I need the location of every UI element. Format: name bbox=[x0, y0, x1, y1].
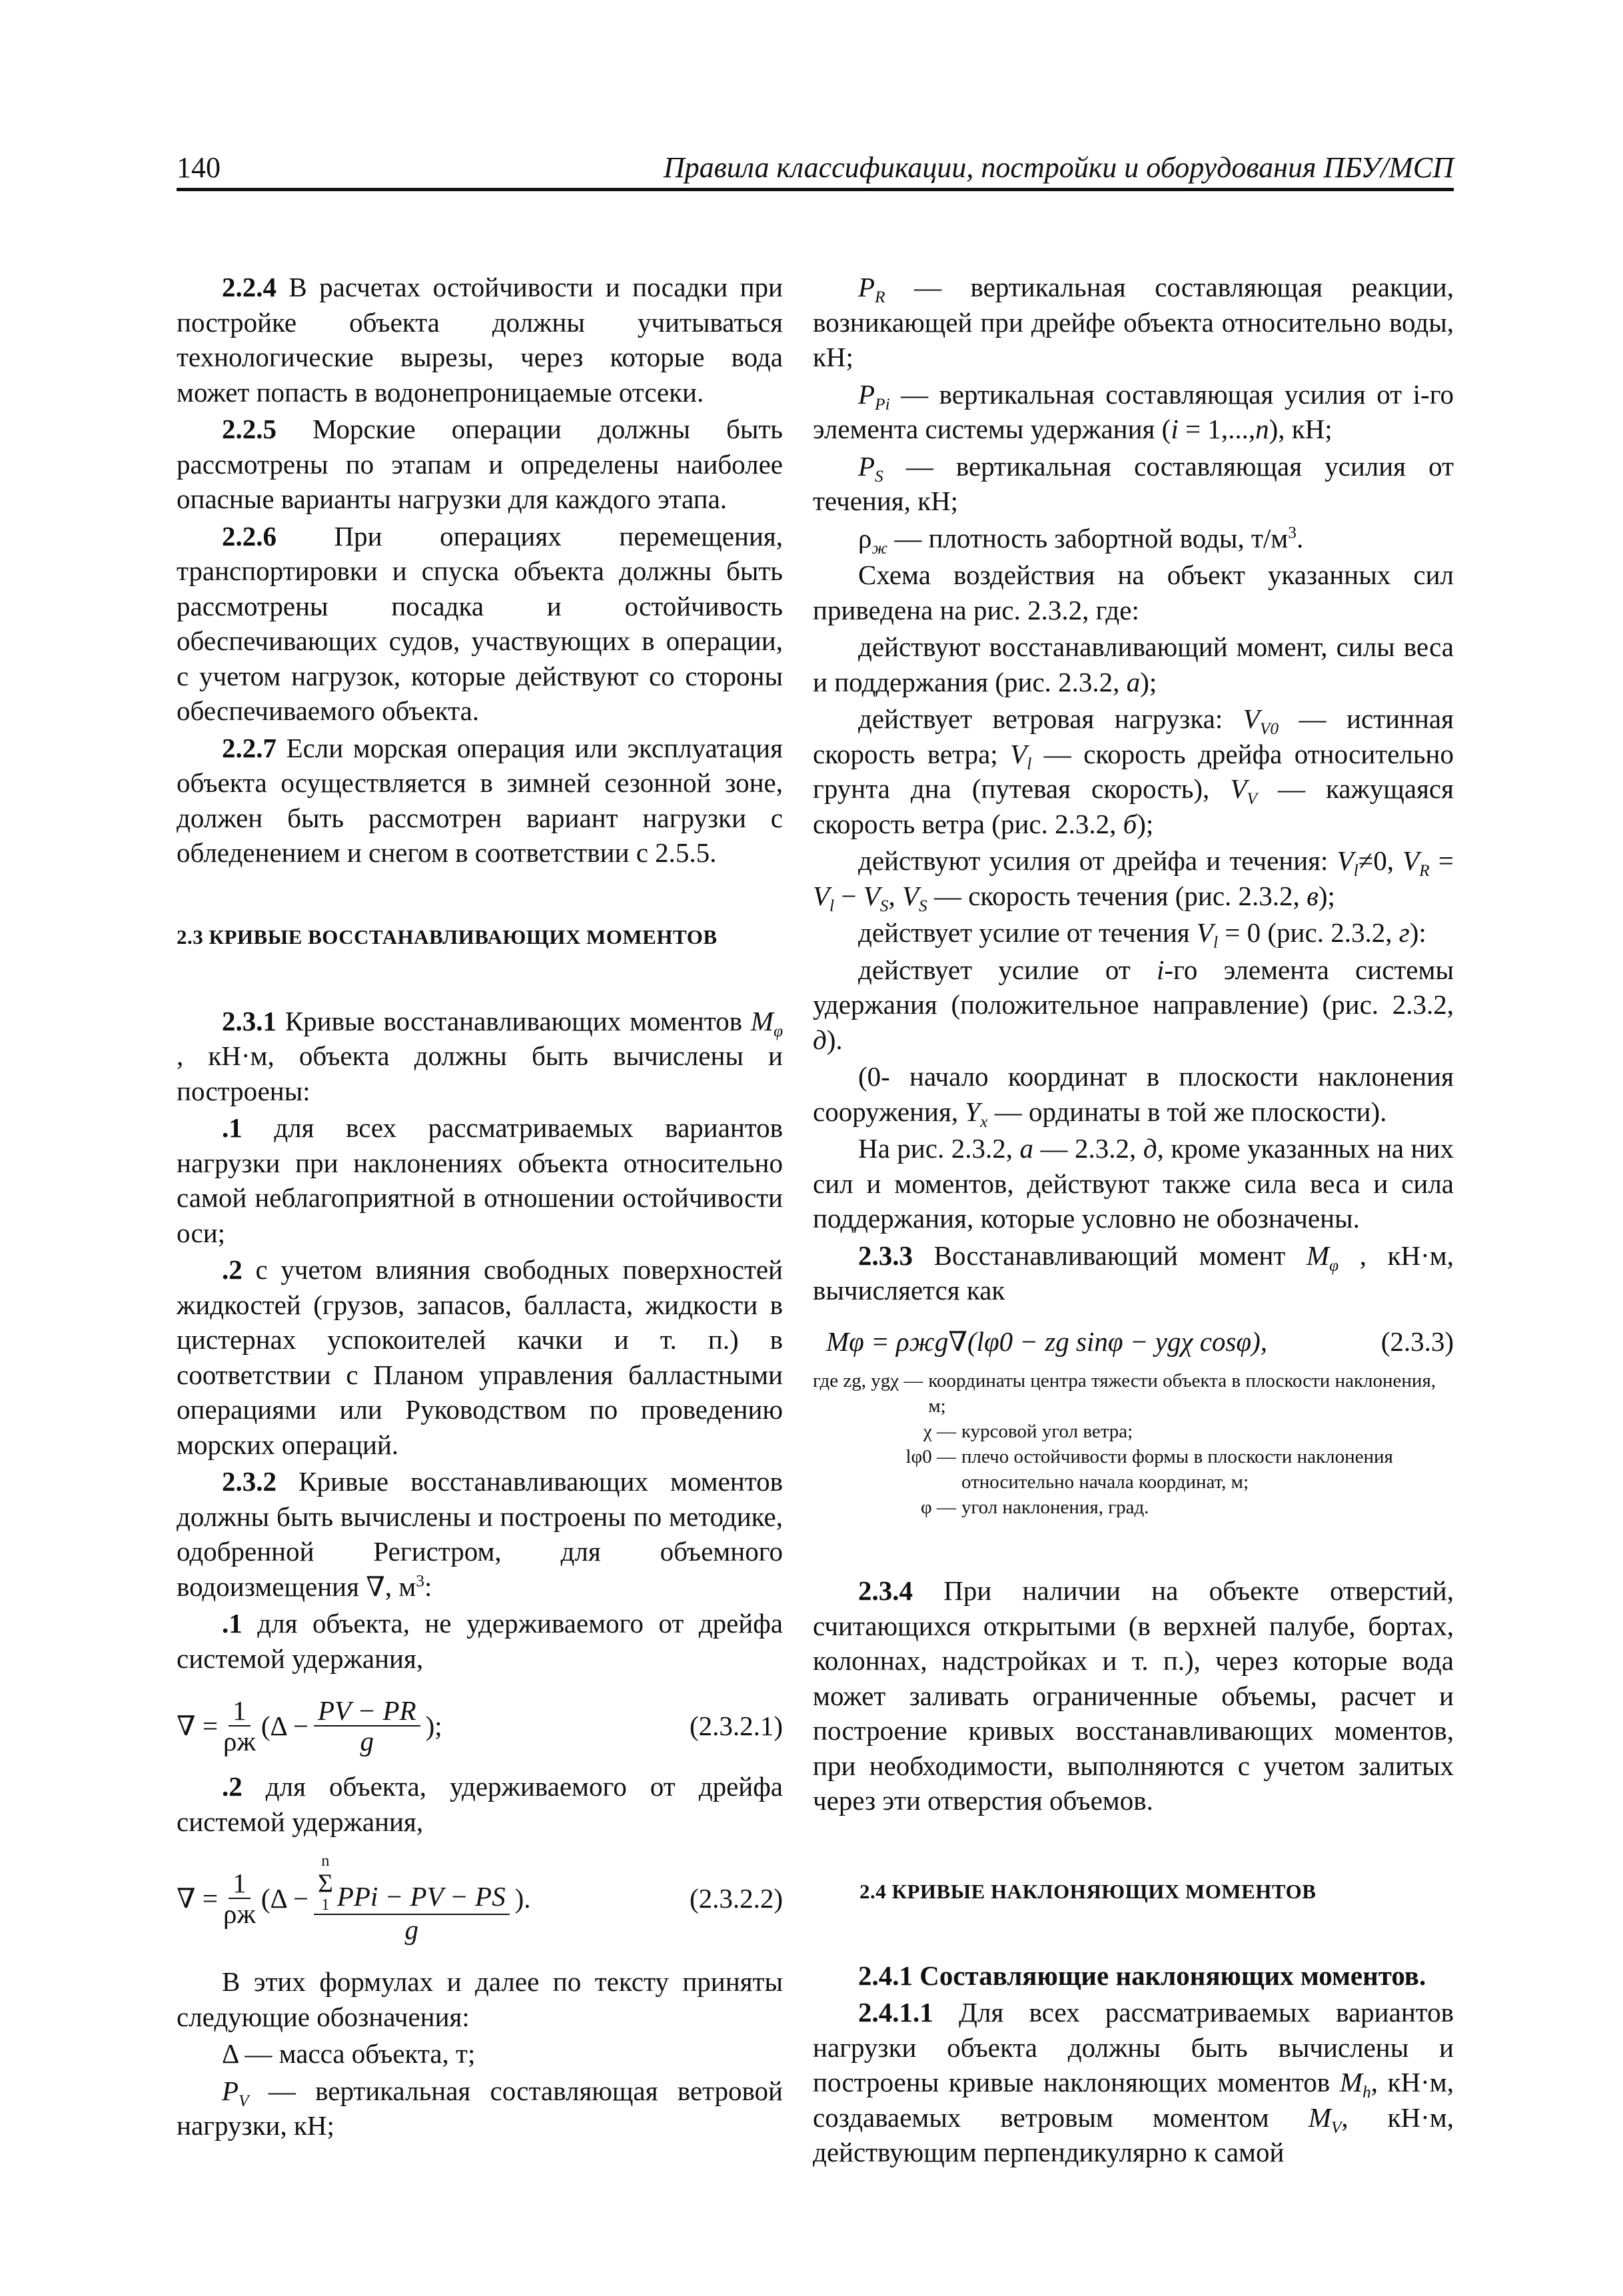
text-run: M bbox=[1308, 2102, 1331, 2133]
text-run: При наличии на объекте отверстий, считающихся открытыми (в верхней палубе, бортах, колоннах, надстройках и т. п.), через которые вода может заливать ограниченные объемы, расчет и построение кривых восстанавливающих моментов, при необходимости, выполняются с учетом залитых через эти отверстия объемов. bbox=[813, 1575, 1454, 1816]
text-run: Y bbox=[965, 1096, 981, 1127]
equation-number: (2.3.2.2) bbox=[689, 1882, 783, 1914]
clause-number: 2.3.3 bbox=[858, 1240, 913, 1271]
fraction-density bbox=[223, 1696, 256, 1756]
numerator: 1 bbox=[229, 1696, 251, 1726]
text-run: V bbox=[1247, 789, 1257, 809]
text-run: l bbox=[1213, 933, 1219, 953]
paragraph-2-3-2-2 bbox=[177, 1769, 783, 1839]
paragraph bbox=[177, 2036, 783, 2072]
legend-key: φ — bbox=[921, 1497, 956, 1518]
text-run: ); bbox=[1137, 808, 1154, 839]
section-2-2-paragraphs bbox=[177, 270, 783, 871]
formula-open: (Δ − bbox=[261, 1882, 308, 1914]
clause-number: .1 bbox=[222, 1608, 243, 1639]
text-run: , кН·м, создаваемых ветровым моментом bbox=[813, 2067, 1454, 2133]
legend-row bbox=[813, 1419, 1454, 1444]
paragraph bbox=[177, 1004, 783, 1109]
text-run: д bbox=[813, 1024, 827, 1055]
paragraph bbox=[813, 377, 1454, 447]
text-run: — ординаты в той же плоскости). bbox=[987, 1096, 1387, 1127]
text-run: действует ветровая нагрузка: bbox=[858, 703, 1243, 734]
text-run: Δ — масса объекта, т; bbox=[222, 2038, 476, 2069]
clause-number: 2.2.5 bbox=[222, 414, 276, 444]
paragraph bbox=[813, 1573, 1454, 1818]
text-run: , кН·м, вычисляется как bbox=[813, 1240, 1454, 1306]
text-run: ). bbox=[826, 1024, 843, 1055]
text-run: = 1,..., bbox=[1178, 414, 1256, 444]
text-run: V bbox=[1230, 773, 1247, 804]
clause-number: 2.3.4 bbox=[858, 1575, 913, 1606]
text-run: V bbox=[1243, 703, 1260, 734]
clause-number: 2.3.1 bbox=[222, 1005, 276, 1036]
clause-number: 2.4.1 Составляющие наклоняющих моментов. bbox=[858, 1960, 1426, 1991]
text-run: V bbox=[1402, 845, 1420, 876]
text-run: (0- начало координат в плоскости наклонения сооружения, bbox=[813, 1061, 1454, 1127]
text-run: — плотность забортной воды, т/м bbox=[887, 522, 1289, 554]
paragraph bbox=[177, 1606, 783, 1676]
text-run: — вертикальная составляющая ветровой нагрузки, кН; bbox=[177, 2075, 783, 2141]
notation-definitions bbox=[813, 270, 1454, 1308]
paragraph bbox=[177, 2074, 783, 2143]
text-run: , кН·м, действующим перпендикулярно к самой bbox=[813, 2102, 1454, 2167]
section-2-4-1-paragraphs bbox=[813, 1958, 1454, 2170]
paragraph bbox=[813, 449, 1454, 519]
text-run: R bbox=[875, 288, 885, 307]
text-run: Кривые восстанавливающих моментов должны быть вычислены и построены по методике, одобренной Регистром, для объемного водоизмещения ∇, м bbox=[177, 1466, 783, 1602]
numerator: 1 bbox=[229, 1868, 251, 1899]
text-run: действует усилие от течения bbox=[858, 917, 1197, 948]
text-run: S bbox=[879, 896, 889, 915]
paragraph bbox=[177, 731, 783, 871]
legend-row bbox=[813, 1444, 1454, 1495]
paragraph bbox=[813, 558, 1454, 627]
text-run: : bbox=[424, 1571, 432, 1602]
numerator: PV − PR bbox=[314, 1696, 420, 1726]
text-run: с учетом влияния свободных поверхностей жидкостей (грузов, запасов, балласта, жидкости в цистернах успокоителей качки и т. п.) в соответствии с Планом управления балластными операциями или Руководством по проведению морских операций. bbox=[177, 1254, 783, 1460]
text-run: — кажущаяся скорость ветра (рис. 2.3.2, bbox=[813, 773, 1454, 839]
legend-value: плечо остойчивости формы в плоскости наклонения относительно начала координат, м; bbox=[961, 1446, 1393, 1493]
text-run: действует усилие от bbox=[858, 954, 1157, 985]
text-run: h bbox=[1362, 2083, 1371, 2102]
denominator: ρж bbox=[223, 1898, 256, 1929]
text-run: = bbox=[1429, 845, 1454, 876]
legend-row bbox=[813, 1368, 1454, 1419]
notation-paragraphs bbox=[177, 1964, 783, 2143]
text-run: V bbox=[901, 880, 919, 911]
text-run: Восстанавливающий момент bbox=[913, 1240, 1307, 1271]
paragraph bbox=[813, 629, 1454, 699]
text-run: V bbox=[239, 2091, 249, 2110]
text-run: ); bbox=[1318, 880, 1335, 911]
paragraph bbox=[813, 1958, 1454, 1994]
text-run: Pi bbox=[875, 394, 890, 414]
heading-2-4: 2.4 КРИВЫЕ НАКЛОНЯЮЩИХ МОМЕНТОВ bbox=[859, 1879, 1317, 1903]
legend-key: χ — bbox=[923, 1421, 956, 1442]
text-run: ≠0, bbox=[1358, 845, 1403, 876]
formula-close: ); bbox=[425, 1710, 442, 1741]
text-run: для всех рассматриваемых вариантов нагрузки при наклонениях объекта относительно самой неблагоприятной в отношении остойчивости оси; bbox=[177, 1112, 783, 1248]
text-run: R bbox=[1419, 861, 1430, 881]
legend-key: lφ0 — bbox=[905, 1446, 956, 1467]
text-run: 3 bbox=[1288, 522, 1297, 542]
fraction-density bbox=[223, 1868, 256, 1928]
paragraph bbox=[813, 953, 1454, 1058]
page-number: 140 bbox=[177, 151, 221, 184]
text-run: S bbox=[919, 896, 927, 915]
equation-number: (2.3.2.1) bbox=[689, 1710, 783, 1741]
clause-number: 2.2.4 bbox=[222, 272, 276, 302]
clause-number: .2 bbox=[222, 1254, 243, 1285]
text-run: — вертикальная составляющая усилия от течения, кН; bbox=[813, 450, 1454, 516]
paragraph bbox=[813, 1995, 1454, 2170]
text-run: а bbox=[1019, 1133, 1033, 1164]
text-run: x bbox=[980, 1112, 988, 1131]
heading-2-3: 2.3 КРИВЫЕ ВОССТАНАВЛИВАЮЩИХ МОМЕНТОВ bbox=[177, 925, 718, 949]
text-run: ): bbox=[1409, 917, 1426, 948]
text-run: В этих формулах и далее по тексту приняты следующие обозначения: bbox=[177, 1966, 783, 2032]
text-run: φ bbox=[773, 1021, 783, 1040]
running-title: Правила классификации, постройки и оборудования ПБУ/МСП bbox=[663, 151, 1454, 184]
text-run: V bbox=[863, 880, 880, 911]
text-run: M bbox=[1339, 2067, 1362, 2098]
text-run: Для всех рассматриваемых вариантов нагрузки объекта должны быть вычислены и построены кривые наклоняющих моментов bbox=[813, 1997, 1454, 2098]
text-run: − bbox=[834, 880, 863, 911]
paragraph bbox=[177, 1252, 783, 1462]
paragraph bbox=[177, 519, 783, 729]
text-run: M bbox=[750, 1005, 774, 1036]
formula-legend bbox=[813, 1368, 1454, 1520]
paragraph bbox=[813, 270, 1454, 375]
text-run: V bbox=[1331, 2117, 1342, 2137]
text-run: i bbox=[1157, 954, 1165, 985]
clause-number: 2.2.7 bbox=[222, 732, 276, 763]
text-run: д bbox=[1143, 1133, 1157, 1164]
text-run: V bbox=[813, 880, 830, 911]
denominator: g bbox=[360, 1726, 374, 1756]
legend-key: где zg, ygχ — bbox=[813, 1370, 923, 1391]
text-run: действуют восстанавливающий момент, силы веса и поддержания (рис. 2.3.2, bbox=[813, 631, 1454, 697]
paragraph bbox=[813, 915, 1454, 951]
text-run: На рис. 2.3.2, bbox=[858, 1133, 1020, 1164]
paragraph-2-3-4 bbox=[813, 1573, 1454, 1818]
header-rule bbox=[177, 188, 1454, 191]
paragraph bbox=[177, 1769, 783, 1839]
left-column bbox=[177, 270, 783, 2145]
text-run: l bbox=[1353, 861, 1358, 881]
text-run: б bbox=[1123, 808, 1137, 839]
text-run: а bbox=[1126, 666, 1141, 697]
text-run: M bbox=[1306, 1240, 1330, 1271]
text-run: Схема воздействия на объект указанных сил приведена на рис. 2.3.2, где: bbox=[813, 560, 1454, 625]
fraction-loads bbox=[314, 1852, 510, 1944]
paragraph bbox=[813, 521, 1454, 556]
text-run: — вертикальная составляющая реакции, возникающей при дрейфе объекта относительно воды, кН; bbox=[813, 272, 1454, 372]
text-run: Если морская операция или эксплуатация объекта осуществляется в зимней сезонной зоне, должен быть рассмотрен вариант нагрузки с обледенением и снегом в соответствии с 2.5.5. bbox=[177, 732, 783, 868]
text-run: г bbox=[1398, 917, 1410, 948]
text-run: P bbox=[858, 272, 875, 302]
clause-number: 2.3.2 bbox=[222, 1466, 276, 1497]
text-run: Морские операции должны быть рассмотрены по этапам и определены наиболее опасные варианты нагрузки для каждого этапа. bbox=[177, 414, 783, 514]
text-run: — скорость течения (рис. 2.3.2, bbox=[927, 880, 1307, 911]
formula-2-3-2-2 bbox=[177, 1852, 783, 1944]
sum-lower: 1 bbox=[321, 1896, 330, 1914]
paragraph bbox=[813, 843, 1454, 913]
paragraph bbox=[177, 1110, 783, 1250]
text-run: ), кН; bbox=[1269, 414, 1333, 444]
text-run: — 2.3.2, bbox=[1033, 1133, 1143, 1164]
text-run: ); bbox=[1140, 666, 1157, 697]
text-run: — скорость дрейфа относительно грунта дна (путевая скорость), bbox=[813, 738, 1454, 804]
text-run: ж bbox=[871, 538, 888, 558]
paragraph bbox=[813, 1131, 1454, 1236]
text-run: 3 bbox=[416, 1571, 424, 1590]
text-run: — истинная скорость ветра; bbox=[813, 703, 1454, 769]
text-run: для объекта, удерживаемого от дрейфа системой удержания, bbox=[177, 1771, 783, 1837]
clause-number: .1 bbox=[222, 1112, 243, 1143]
text-run: , bbox=[888, 880, 902, 911]
formula-lhs: ∇ = bbox=[177, 1882, 219, 1914]
text-run: , кН·м, объекта должны быть вычислены и построены: bbox=[177, 1040, 783, 1106]
text-run: -го элемента системы удержания (положительное направление) (рис. 2.3.2, bbox=[813, 954, 1454, 1020]
sigma: Σ bbox=[317, 1868, 333, 1898]
text-run: действуют усилия от дрейфа и течения: bbox=[858, 845, 1337, 876]
text-run: При операциях перемещения, транспортировки и спуска объекта должны быть рассмотрены посадка и остойчивость обеспечивающих судов, участвующих в операции, с учетом нагрузок, которые действуют со стороны обеспечиваемого объекта. bbox=[177, 520, 783, 726]
text-run: φ bbox=[1329, 1256, 1339, 1275]
formula-2-3-2-1 bbox=[177, 1696, 783, 1756]
text-run: n bbox=[1255, 414, 1269, 444]
text-run: , кроме указанных на них сил и моментов, действуют также сила веса и сила поддержания, которые условно не обозначены. bbox=[813, 1133, 1454, 1234]
legend-value: координаты центра тяжести объекта в плоскости наклонения, м; bbox=[928, 1370, 1436, 1417]
paragraph bbox=[177, 1464, 783, 1604]
right-column bbox=[813, 270, 1454, 2172]
text-run: V bbox=[1337, 845, 1354, 876]
legend-value: угол наклонения, град. bbox=[961, 1497, 1149, 1518]
legend-row bbox=[813, 1495, 1454, 1520]
legend-value: курсовой угол ветра; bbox=[961, 1421, 1133, 1442]
text-run: V bbox=[1010, 738, 1027, 769]
text-run: В расчетах остойчивости и посадки при постройке объекта должны учитываться технологические вырезы, через которые вода может попасть в водонепроницаемые отсеки. bbox=[177, 272, 783, 408]
text-run: — вертикальная составляющая усилия от i-го элемента системы удержания ( bbox=[813, 378, 1454, 444]
clause-number: 2.4.1.1 bbox=[858, 1997, 933, 2028]
text-run: i bbox=[1171, 414, 1179, 444]
sum-upper: n bbox=[321, 1852, 330, 1870]
text-run: P bbox=[222, 2075, 239, 2106]
sum-symbol bbox=[318, 1852, 333, 1914]
formula-2-3-3 bbox=[826, 1324, 1454, 1359]
denominator: ρж bbox=[223, 1726, 256, 1756]
text-run: S bbox=[875, 466, 883, 486]
paragraph bbox=[813, 1059, 1454, 1129]
section-2-3-1-paragraphs bbox=[177, 1004, 783, 1677]
formula-text: Mφ = ρжg∇(lφ0 − zg sinφ − ygχ cosφ), bbox=[826, 1326, 1267, 1357]
text-run: l bbox=[1027, 754, 1032, 773]
formula-open: (Δ − bbox=[261, 1710, 308, 1741]
paragraph bbox=[177, 270, 783, 410]
text-run: в bbox=[1307, 880, 1319, 911]
text-run: l bbox=[829, 896, 835, 915]
text-run: P bbox=[858, 378, 875, 410]
numerator bbox=[314, 1852, 510, 1915]
paragraph bbox=[177, 412, 783, 517]
formula-lhs: ∇ = bbox=[177, 1710, 219, 1741]
text-run: Кривые восстанавливающих моментов bbox=[276, 1005, 751, 1036]
fraction-loads bbox=[314, 1696, 420, 1756]
numerator-text: PPi − PV − PS bbox=[336, 1881, 506, 1912]
text-run: . bbox=[1296, 522, 1304, 554]
text-run: V0 bbox=[1259, 719, 1279, 739]
formula-close: ). bbox=[514, 1882, 531, 1914]
text-run: = 0 (рис. 2.3.2, bbox=[1218, 917, 1399, 948]
paragraph bbox=[813, 1238, 1454, 1308]
text-run: V bbox=[1196, 917, 1213, 948]
text-run: P bbox=[858, 450, 875, 482]
equation-number: (2.3.3) bbox=[1380, 1326, 1454, 1357]
clause-number: 2.2.6 bbox=[222, 520, 276, 552]
denominator: g bbox=[404, 1914, 419, 1945]
paragraph bbox=[813, 701, 1454, 841]
clause-number: .2 bbox=[222, 1771, 243, 1802]
text-run: для объекта, не удерживаемого от дрейфа системой удержания, bbox=[177, 1608, 783, 1674]
paragraph bbox=[177, 1964, 783, 2034]
text-run: ρ bbox=[858, 522, 872, 554]
